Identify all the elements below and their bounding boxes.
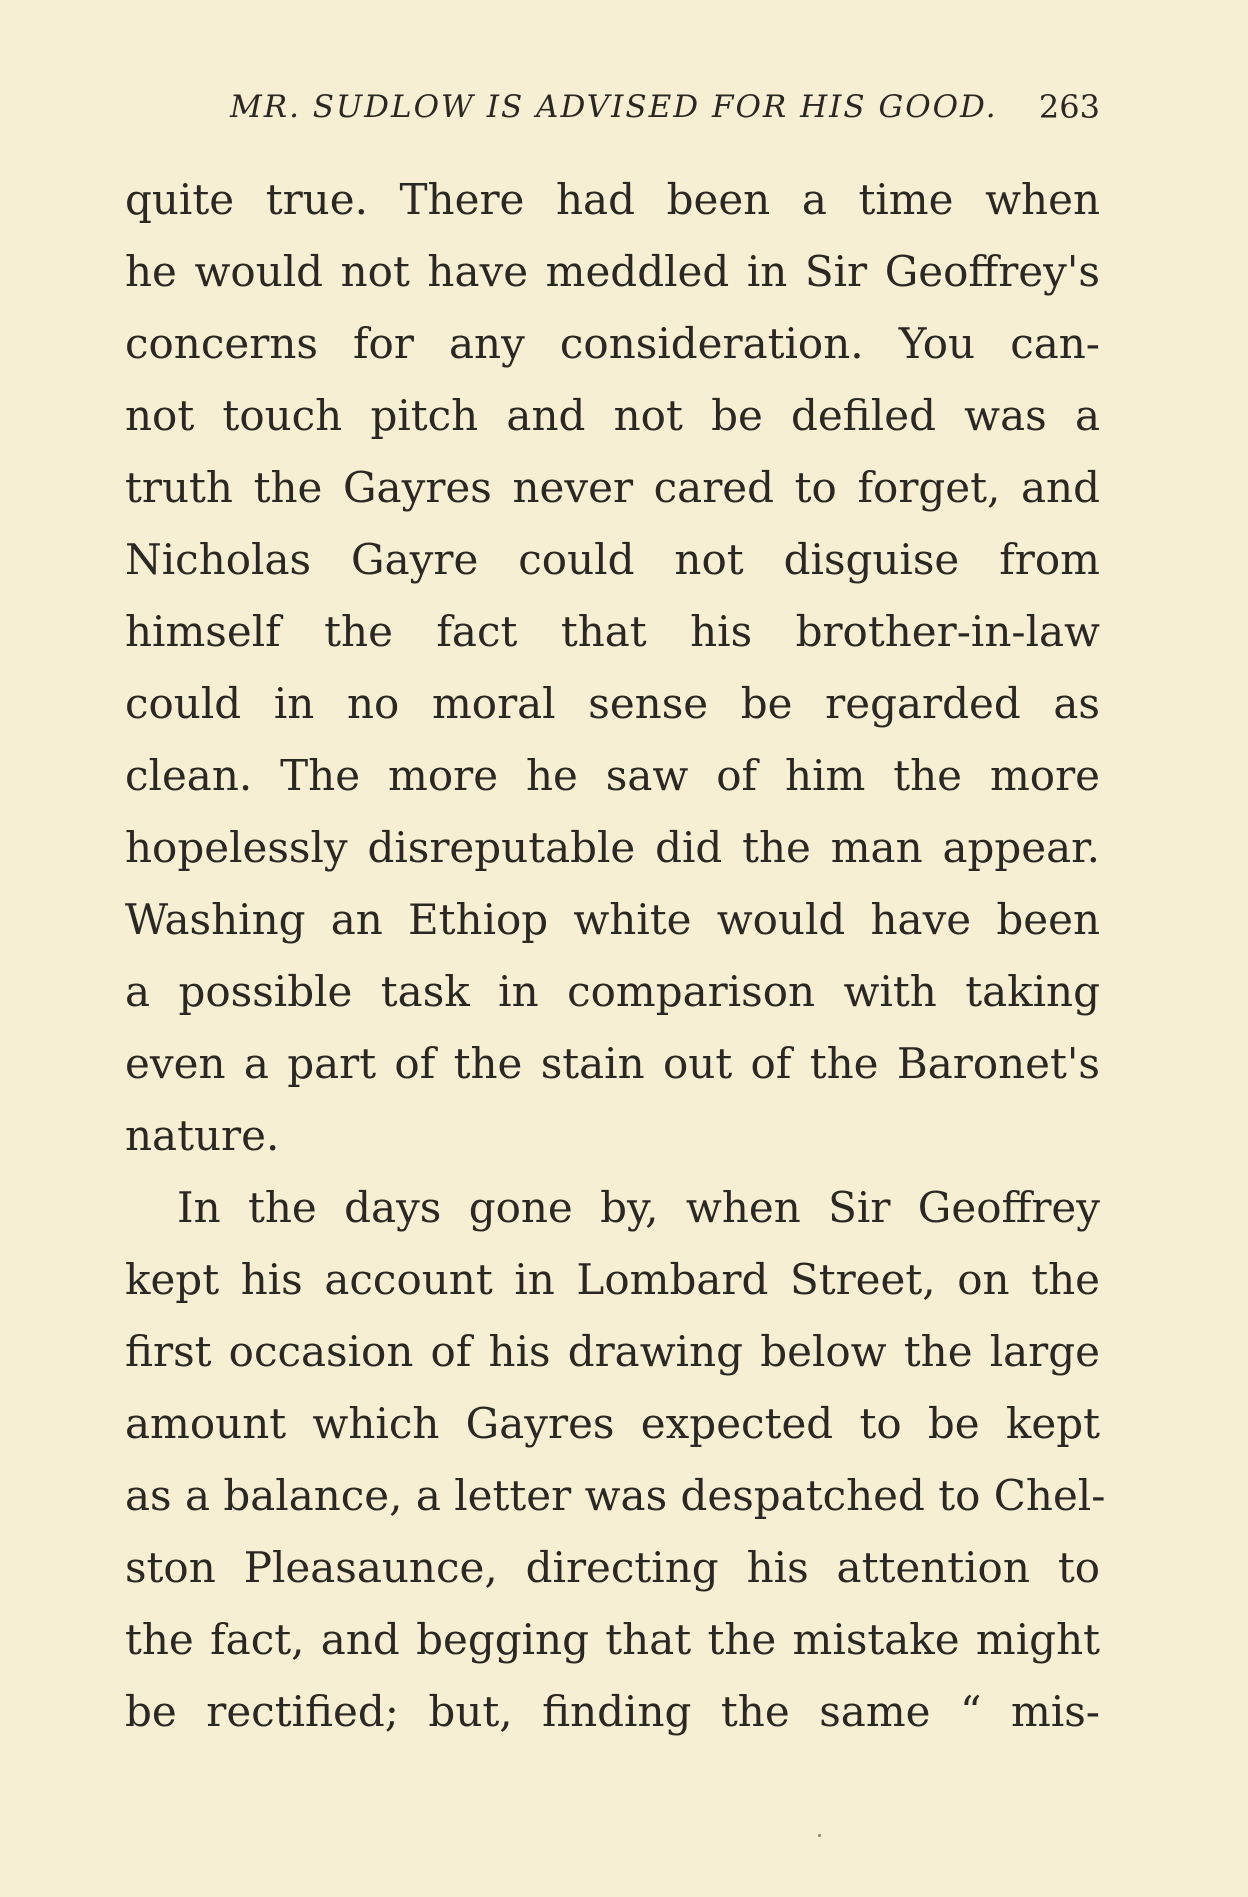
text-line: as a balance, a letter was despatched to Chel-: [125, 1471, 1106, 1520]
text-line: first occasion of his drawing below the large: [125, 1327, 1100, 1376]
body-text: [125, 164, 1106, 1748]
text-line: truth the Gayres never cared to forget, and: [125, 463, 1100, 512]
text-line: himself the fact that his brother-in-law: [125, 607, 1100, 656]
text-line: Washing an Ethiop white would have been: [125, 895, 1100, 944]
text-line: kept his account in Lombard Street, on the: [125, 1255, 1100, 1304]
text-line: be rectified; but, finding the same “ mis-: [125, 1687, 1100, 1736]
text-line: ston Pleasaunce, directing his attention to: [125, 1543, 1100, 1592]
text-line: a possible task in comparison with taking: [125, 967, 1100, 1016]
text-line: In the days gone by, when Sir Geoffrey: [177, 1183, 1100, 1232]
paper-speck: [818, 1834, 821, 1837]
page-number: 263: [1038, 88, 1100, 126]
text-line: hopelessly disreputable did the man appear.: [125, 823, 1100, 872]
running-title: MR. SUDLOW IS ADVISED FOR HIS GOOD.: [230, 89, 998, 125]
text-line: even a part of the stain out of the Baronet's: [125, 1039, 1100, 1088]
text-line: amount which Gayres expected to be kept: [125, 1399, 1100, 1448]
text-line: not touch pitch and not be defiled was a: [125, 391, 1100, 440]
text-line: the fact, and begging that the mistake might: [125, 1615, 1100, 1664]
text-line: concerns for any consideration. You can-: [125, 319, 1100, 368]
page-header: [125, 82, 1100, 132]
text-line: nature.: [125, 1111, 280, 1160]
text-line: clean. The more he saw of him the more: [125, 751, 1100, 800]
text-line: he would not have meddled in Sir Geoffrey's: [125, 247, 1100, 296]
text-line: could in no moral sense be regarded as: [125, 679, 1100, 728]
text-line: quite true. There had been a time when: [125, 175, 1100, 224]
text-line: Nicholas Gayre could not disguise from: [125, 535, 1100, 584]
